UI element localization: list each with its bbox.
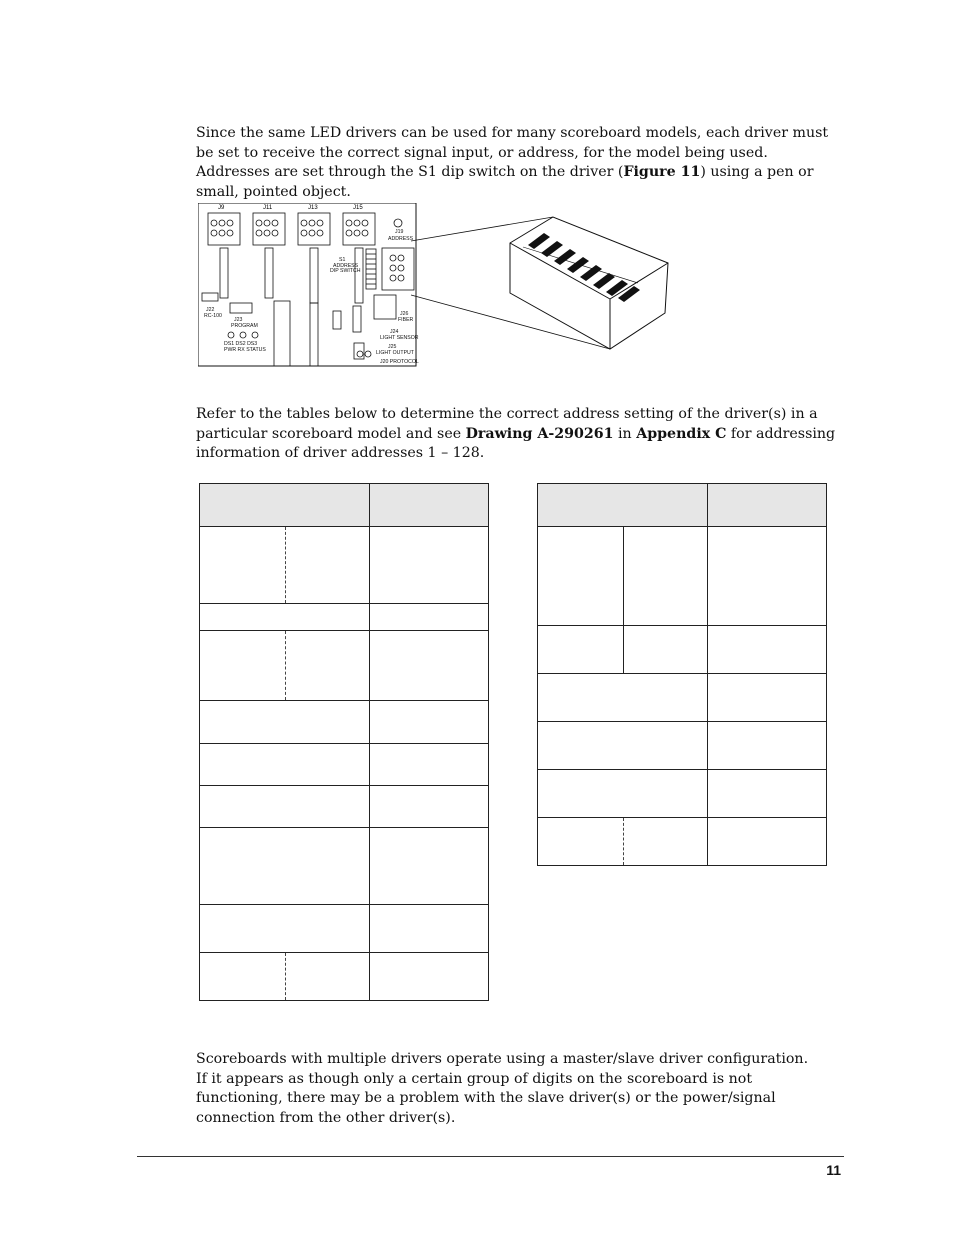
footer-rule: [137, 1156, 844, 1157]
j25-sub-label: LIGHT OUTPUT: [376, 350, 414, 356]
j19-label: J19: [395, 229, 404, 235]
drawing-reference: Drawing A-290261: [465, 425, 614, 442]
figure-reference: Figure 11: [623, 164, 701, 181]
j22-sub-label: RC-100: [204, 313, 222, 319]
j26-label: J26: [400, 311, 409, 317]
table-row: [538, 674, 827, 722]
table-row: [200, 828, 489, 905]
ds-sub-label: PWR RX STATUS: [224, 347, 266, 353]
j20-label: J20 PROTOCOL: [380, 359, 419, 365]
table-row: [200, 786, 489, 828]
address-table-right: [537, 483, 827, 866]
j23-label: J23: [234, 317, 243, 323]
table-row: [200, 604, 489, 631]
table-row: [200, 744, 489, 786]
table-row: [200, 905, 489, 953]
j26-sub-label: FIBER: [398, 317, 414, 323]
connector-label: J13: [308, 205, 318, 211]
connector-label: J15: [353, 205, 363, 211]
table-row: [538, 626, 827, 674]
s1-sub-label-2: DIP SWITCH: [330, 268, 361, 274]
j22-label: J22: [206, 307, 215, 313]
address-label: ADDRESS: [388, 236, 414, 242]
j23-sub-label: PROGRAM: [231, 323, 258, 329]
refer-paragraph: Refer to the tables below to determine the correct address setting of the driver(s) in a particular scoreboard model and see Drawing A-290261 in Appendix C for addressing information of driver addresses 1 – 128.: [196, 406, 836, 462]
s1-sub-label-1: ADDRESS: [333, 263, 359, 269]
table-header-row: [538, 484, 827, 527]
j24-label: J24: [390, 329, 399, 335]
page-number: 11: [826, 1162, 841, 1178]
connector-label: J9: [218, 205, 225, 211]
table-row: [200, 953, 489, 1001]
table-row: [538, 722, 827, 770]
table-row: [538, 818, 827, 866]
dip-switch-enlarged: [510, 217, 668, 349]
table-row: [200, 701, 489, 744]
table-row: [200, 527, 489, 604]
j25-label: J25: [388, 344, 397, 350]
connector-label: J11: [263, 205, 273, 211]
driver-dip-switch-figure: [198, 203, 678, 368]
table-row: [200, 631, 489, 701]
appendix-reference: Appendix C: [636, 425, 727, 442]
table-header-row: [200, 484, 489, 527]
closing-paragraph: Scoreboards with multiple drivers operate using a master/slave driver configuration. If it appears as though only a certain group of digits on the scoreboard is not functioning, there may be a problem with the slave driver(s) or the power/signal connection from the other driver(s).: [196, 1051, 809, 1126]
s1-label: S1: [339, 257, 346, 263]
intro-paragraph: Since the same LED drivers can be used for many scoreboard models, each driver must be set to receive the correct signal input, or address, for the model being used. Addresses are set through the S1 dip switch on the driver (Figure 11) using a pen or small, pointed object.: [196, 125, 829, 200]
j24-sub-label: LIGHT SENSOR: [380, 335, 419, 341]
table-row: [538, 770, 827, 818]
address-table-left: [199, 483, 489, 1001]
ds-label: DS1 DS2 DS3: [224, 341, 258, 347]
table-row: [538, 527, 827, 626]
